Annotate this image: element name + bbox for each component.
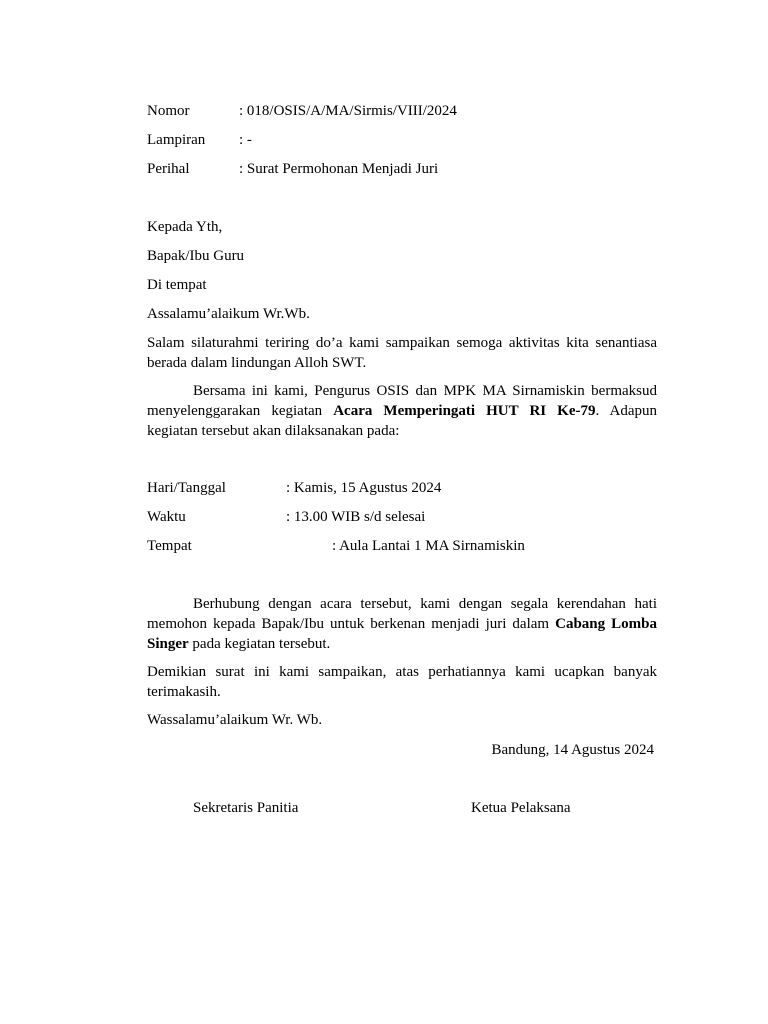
paragraph-request — [147, 594, 657, 654]
place-value: : Aula Lantai 1 MA Sirnamiskin — [332, 538, 525, 554]
paragraph-closing: Demikian surat ini kami sampaikan, atas perhatiannya kami ucapkan banyak terimakasih. — [147, 664, 657, 700]
place-label: Tempat — [147, 538, 192, 554]
paragraph-opening: Salam silaturahmi teriring do’a kami sampaikan semoga aktivitas kita senantiasa berada dalam lindungan Alloh SWT. — [147, 335, 657, 371]
nomor-value: : 018/OSIS/A/MA/Sirmis/VIII/2024 — [239, 103, 457, 119]
day-label: Hari/Tanggal — [147, 480, 226, 496]
day-value: : Kamis, 15 Agustus 2024 — [286, 480, 442, 496]
recipient-line-2: Bapak/Ibu Guru — [147, 248, 245, 264]
perihal-label: Perihal — [147, 161, 190, 177]
recipient-line-1: Kepada Yth, — [147, 219, 223, 235]
paragraph-intent — [147, 381, 657, 441]
farewell: Wassalamu’alaikum Wr. Wb. — [147, 712, 323, 728]
perihal-value: : Surat Permohonan Menjadi Juri — [239, 161, 439, 177]
signature-secretary: Sekretaris Panitia — [193, 800, 299, 816]
greeting: Assalamu’alaikum Wr.Wb. — [147, 306, 310, 322]
time-label: Waktu — [147, 509, 186, 525]
paragraph-intent-text: Bersama ini kami, Pengurus OSIS dan MPK MA Sirnamiskin bermaksud menyelenggarakan kegiatan — [147, 383, 657, 419]
competition-name: Cabang Lomba Singer — [147, 616, 657, 652]
lampiran-value: : - — [239, 132, 252, 148]
event-name: Acara Memperingati HUT RI Ke-79 — [333, 403, 596, 419]
lampiran-label: Lampiran — [147, 132, 206, 148]
paragraph-intent-tail: . Adapun kegiatan tersebut akan dilaksanakan pada: — [147, 403, 657, 439]
time-value: : 13.00 WIB s/d selesai — [286, 509, 426, 525]
signature-chair: Ketua Pelaksana — [471, 800, 571, 816]
recipient-line-3: Di tempat — [147, 277, 207, 293]
paragraph-request-text: Berhubung dengan acara tersebut, kami dengan segala kerendahan hati memohon kepada Bapak/Ibu untuk berkenan menjadi juri dalam — [147, 596, 657, 632]
nomor-label: Nomor — [147, 103, 190, 119]
place-date: Bandung, 14 Agustus 2024 — [491, 742, 654, 758]
paragraph-request-tail: pada kegiatan tersebut. — [188, 636, 331, 652]
